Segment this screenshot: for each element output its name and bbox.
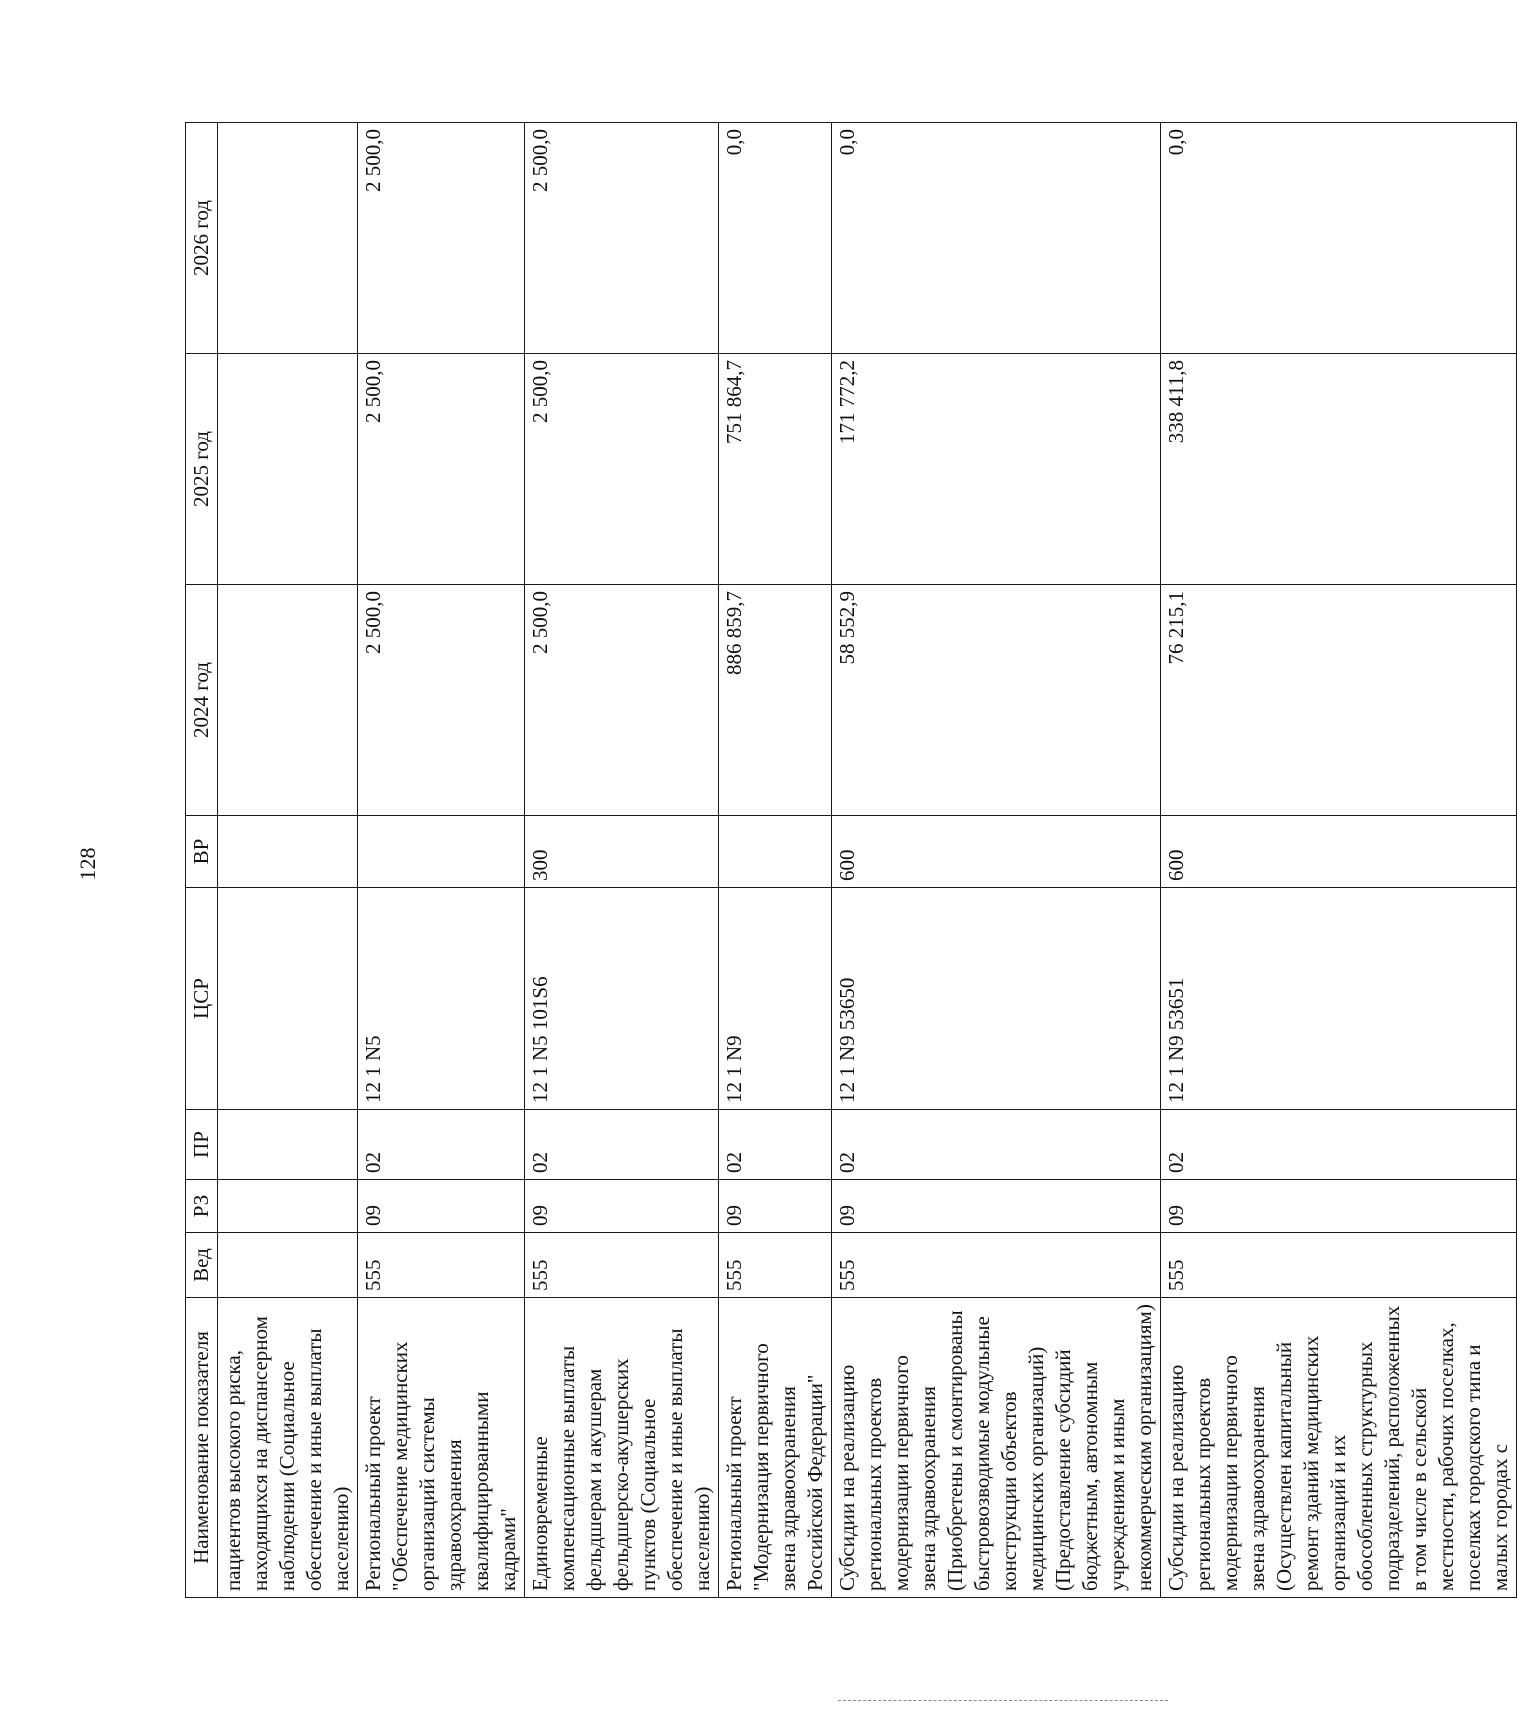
header-name: Наименование показателя xyxy=(186,1298,218,1598)
table-row xyxy=(1161,123,1517,1598)
cell-2024: 2 500,0 xyxy=(525,585,719,816)
cell-rz: 09 xyxy=(525,1180,719,1233)
cell-2026: 0,0 xyxy=(719,123,832,354)
cell-vr: 300 xyxy=(525,816,719,888)
header-row xyxy=(186,123,218,1598)
cell-2024: 76 215,1 xyxy=(1161,585,1517,816)
cell-rz: 09 xyxy=(358,1180,525,1233)
page-number: 128 xyxy=(75,847,100,881)
header-2025: 2025 год xyxy=(186,354,218,585)
cell-2026: 2 500,0 xyxy=(525,123,719,354)
cell-pr: 02 xyxy=(525,1110,719,1180)
cell-2024: 58 552,9 xyxy=(832,585,1161,816)
header-ved: Вед xyxy=(186,1233,218,1298)
cell-vr xyxy=(719,816,832,888)
cell-pr: 02 xyxy=(719,1110,832,1180)
cell-pr: 02 xyxy=(832,1110,1161,1180)
table-row xyxy=(218,123,358,1598)
cell-csr: 12 1 N9 53650 xyxy=(832,888,1161,1110)
cell-2026 xyxy=(218,123,358,354)
cell-csr: 12 1 N9 53651 xyxy=(1161,888,1517,1110)
cell-2026: 0,0 xyxy=(832,123,1161,354)
cell-name: пациентов высокого риска, находящихся на диспансерном наблюдении (Социальное обеспечение и иные выплаты населению) xyxy=(218,1298,358,1598)
header-csr: ЦСР xyxy=(186,888,218,1110)
header-vr: ВР xyxy=(186,816,218,888)
rotated-table-container xyxy=(185,123,1512,1598)
cell-pr: 02 xyxy=(1161,1110,1517,1180)
cell-pr: 02 xyxy=(358,1110,525,1180)
table-row xyxy=(525,123,719,1598)
budget-table xyxy=(185,122,1517,1598)
cell-csr: 12 1 N9 xyxy=(719,888,832,1110)
table-row xyxy=(832,123,1161,1598)
cell-2025: 171 772,2 xyxy=(832,354,1161,585)
cell-rz: 09 xyxy=(719,1180,832,1233)
cell-2024: 2 500,0 xyxy=(358,585,525,816)
table-row xyxy=(719,123,832,1598)
cell-ved: 555 xyxy=(525,1233,719,1298)
cell-name: Региональный проект "Обеспечение медицинских организаций системы здравоохранения квалифицированными кадрами" xyxy=(358,1298,525,1598)
footer-divider xyxy=(838,1700,1168,1701)
header-2026: 2026 год xyxy=(186,123,218,354)
cell-2025: 2 500,0 xyxy=(525,354,719,585)
cell-ved xyxy=(218,1233,358,1298)
cell-2024 xyxy=(218,585,358,816)
cell-2026: 2 500,0 xyxy=(358,123,525,354)
cell-rz xyxy=(218,1180,358,1233)
header-pr: ПР xyxy=(186,1110,218,1180)
cell-vr xyxy=(218,816,358,888)
header-2024: 2024 год xyxy=(186,585,218,816)
cell-2025 xyxy=(218,354,358,585)
cell-2025: 338 411,8 xyxy=(1161,354,1517,585)
table-row xyxy=(358,123,525,1598)
cell-vr: 600 xyxy=(832,816,1161,888)
cell-name: Субсидии на реализацию региональных проектов модернизации первичного звена здравоохранения (Осуществлен капитальный ремонт зданий медицинских организаций и их обособленных структурных подразделений, расположенных в том числе в сельской местности, рабочих поселках, поселках городского типа и малых городах с xyxy=(1161,1298,1517,1598)
cell-ved: 555 xyxy=(358,1233,525,1298)
cell-csr: 12 1 N5 101S6 xyxy=(525,888,719,1110)
cell-rz: 09 xyxy=(832,1180,1161,1233)
cell-name: Единовременные компенсационные выплаты фельдшерам и акушерам фельдшерско-акушерских пунктов (Социальное обеспечение и иные выплаты населению) xyxy=(525,1298,719,1598)
cell-csr: 12 1 N5 xyxy=(358,888,525,1110)
header-rz: РЗ xyxy=(186,1180,218,1233)
cell-name: Региональный проект "Модернизация первичного звена здравоохранения Российской Федерации" xyxy=(719,1298,832,1598)
cell-name: Субсидии на реализацию региональных проектов модернизации первичного звена здравоохранения (Приобретены и смонтированы быстровозводимые модульные конструкции объектов медицинских организаций) (Предоставление субсидий бюджетным, автономным учреждениям и иным некоммерческим организациям) xyxy=(832,1298,1161,1598)
cell-ved: 555 xyxy=(832,1233,1161,1298)
cell-2025: 2 500,0 xyxy=(358,354,525,585)
cell-2024: 886 859,7 xyxy=(719,585,832,816)
cell-pr xyxy=(218,1110,358,1180)
cell-ved: 555 xyxy=(1161,1233,1517,1298)
cell-rz: 09 xyxy=(1161,1180,1517,1233)
cell-2025: 751 864,7 xyxy=(719,354,832,585)
cell-ved: 555 xyxy=(719,1233,832,1298)
cell-2026: 0,0 xyxy=(1161,123,1517,354)
cell-csr xyxy=(218,888,358,1110)
cell-vr xyxy=(358,816,525,888)
cell-vr: 600 xyxy=(1161,816,1517,888)
